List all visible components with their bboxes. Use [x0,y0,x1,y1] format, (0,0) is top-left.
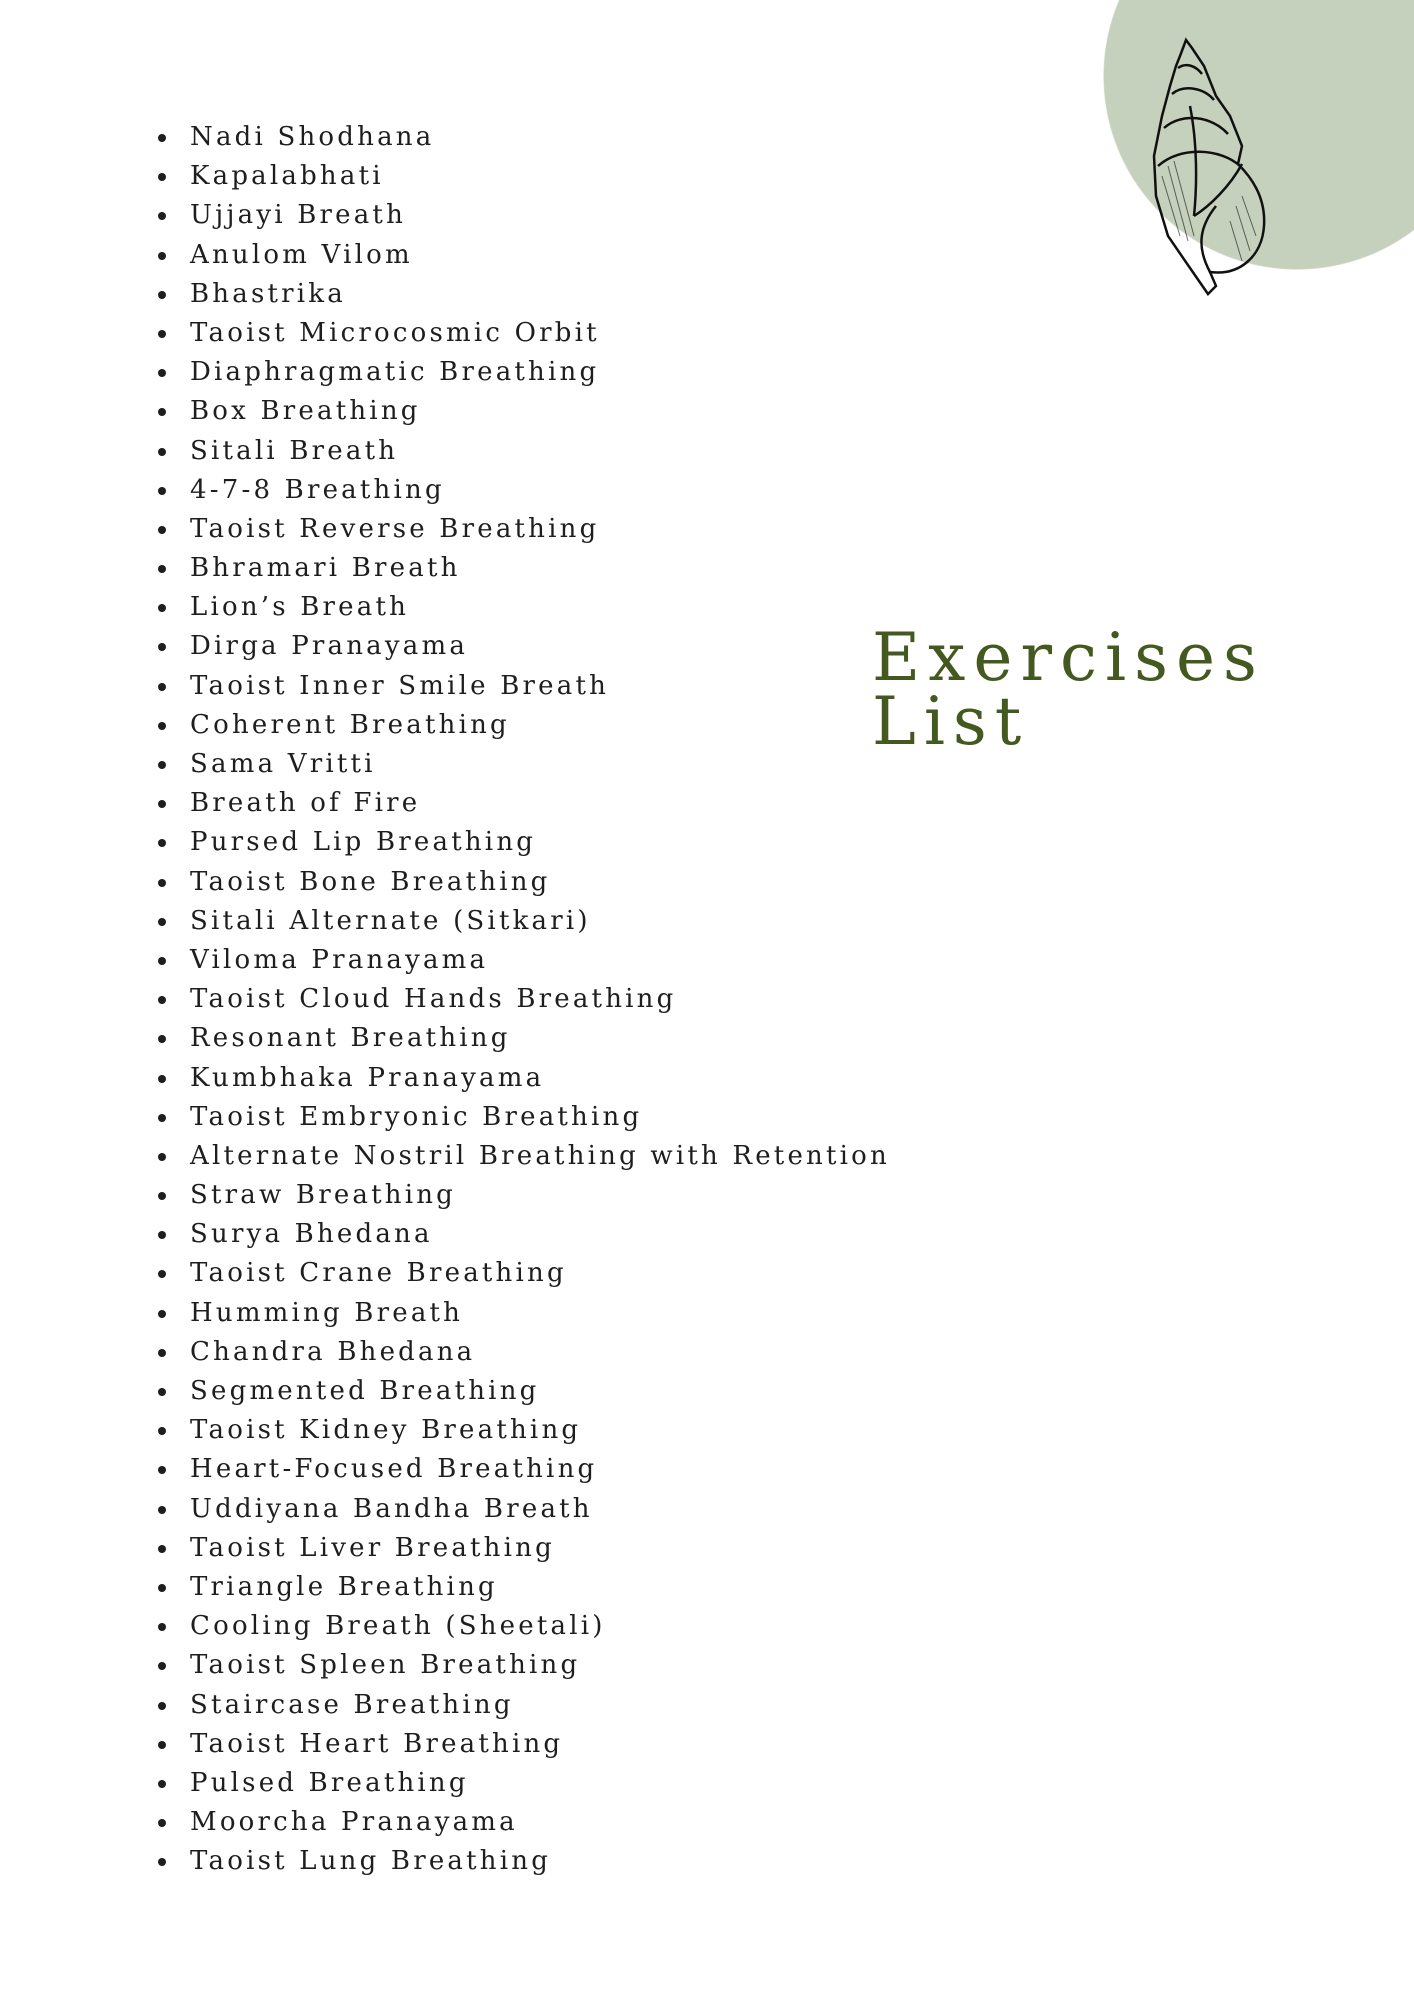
list-item [158,980,890,1019]
exercise-label: Taoist Heart Breathing [190,1728,564,1759]
list-item [158,1137,890,1176]
bullet-icon [158,448,166,456]
exercise-list [158,118,890,1881]
exercise-label: Moorcha Pranayama [190,1807,518,1838]
bullet-icon [158,134,166,142]
bullet-icon [158,1623,166,1631]
list-item [158,1294,890,1333]
bullet-icon [158,683,166,691]
list-item [158,1490,890,1529]
list-item [158,471,890,510]
exercise-label: Resonant Breathing [190,1023,511,1054]
title-line-1: Exercises [872,619,1265,696]
bullet-icon [158,957,166,965]
list-item [158,1646,890,1685]
list-item [158,1098,890,1137]
exercise-label: Dirga Pranayama [190,631,469,662]
bullet-icon [158,1114,166,1122]
list-item [158,1568,890,1607]
bullet-icon [158,1545,166,1553]
list-item [158,1215,890,1254]
bullet-icon [158,1466,166,1474]
exercise-label: Alternate Nostril Breathing with Retention [190,1140,890,1171]
list-item [158,549,890,588]
list-item [158,902,890,941]
exercise-label: Bhastrika [190,278,346,309]
exercise-label: Taoist Cloud Hands Breathing [190,984,677,1015]
exercise-label: Pursed Lip Breathing [190,827,537,858]
exercise-label: Breath of Fire [190,788,421,819]
list-item [158,432,890,471]
exercise-label: Nadi Shodhana [190,122,435,152]
list-item [158,706,890,745]
list-item [158,1372,890,1411]
bullet-icon [158,1427,166,1435]
list-item [158,1842,890,1881]
exercise-label: Box Breathing [190,396,421,427]
exercise-label: Anulom Vilom [190,239,413,270]
list-item [158,275,890,314]
list-item [158,1411,890,1450]
exercise-label: Taoist Reverse Breathing [190,513,600,544]
list-item [158,392,890,431]
bullet-icon [158,565,166,573]
bullet-icon [158,643,166,651]
bullet-icon [158,996,166,1004]
exercise-label: Pulsed Breathing [190,1767,469,1798]
exercise-label: Taoist Liver Breathing [190,1532,555,1563]
list-item [158,1803,890,1842]
bullet-icon [158,1310,166,1318]
exercise-label: Segmented Breathing [190,1376,540,1406]
bullet-icon [158,408,166,416]
bullet-icon [158,604,166,612]
bullet-icon [158,761,166,769]
exercise-label: Heart-Focused Breathing [190,1454,598,1485]
list-item [158,784,890,823]
bullet-icon [158,1388,166,1396]
exercise-label: Kapalabhati [190,161,384,192]
list-item [158,118,890,157]
list-item [158,1450,890,1489]
bullet-icon [158,1662,166,1670]
bullet-icon [158,526,166,534]
list-item [158,1686,890,1725]
bullet-icon [158,1075,166,1083]
list-item [158,1019,890,1058]
exercise-label: Sama Vritti [190,749,376,779]
list-item [158,196,890,235]
exercise-label: Sitali Breath [190,435,399,466]
list-item [158,863,890,902]
list-item [158,627,890,666]
exercise-label: Triangle Breathing [190,1571,498,1602]
exercise-label: Cooling Breath (Sheetali) [190,1611,606,1642]
bullet-icon [158,487,166,495]
exercise-label: Bhramari Breath [190,553,461,584]
bullet-icon [158,722,166,730]
exercise-label: Chandra Bhedana [190,1336,476,1367]
bullet-icon [158,1780,166,1788]
exercise-label: Sitali Alternate (Sitkari) [190,905,591,936]
bullet-icon [158,839,166,847]
bullet-icon [158,1270,166,1278]
list-item [158,941,890,980]
bullet-icon [158,1035,166,1043]
list-item [158,1529,890,1568]
bullet-icon [158,173,166,181]
bullet-icon [158,879,166,887]
bullet-icon [158,1702,166,1710]
exercise-label: Uddiyana Bandha Breath [190,1493,593,1524]
exercise-label: Coherent Breathing [190,709,510,740]
exercise-label: Humming Breath [190,1297,464,1328]
exercise-label: Surya Bhedana [190,1219,433,1250]
bullet-icon [158,1192,166,1200]
bullet-icon [158,252,166,260]
exercise-label: Lion’s Breath [190,592,410,623]
exercise-label: 4-7-8 Breathing [190,474,445,505]
bullet-icon [158,918,166,926]
list-item [158,1333,890,1372]
list-item [158,510,890,549]
exercise-label: Taoist Inner Smile Breath [190,670,610,701]
list-item [158,1607,890,1646]
page-title [872,619,1265,760]
list-item [158,1764,890,1803]
list-item [158,588,890,627]
bullet-icon [158,330,166,338]
bullet-icon [158,1819,166,1827]
exercise-label: Staircase Breathing [190,1689,514,1720]
list-item [158,1059,890,1098]
list-item [158,314,890,353]
bullet-icon [158,1506,166,1514]
bullet-icon [158,1349,166,1357]
exercise-label: Kumbhaka Pranayama [190,1062,545,1093]
exercise-label: Taoist Spleen Breathing [190,1650,581,1681]
list-item [158,1254,890,1293]
list-item [158,823,890,862]
exercise-label: Viloma Pranayama [190,944,489,975]
exercise-label: Taoist Microcosmic Orbit [190,317,600,348]
exercise-label: Taoist Bone Breathing [190,866,551,897]
exercise-label: Taoist Kidney Breathing [190,1415,582,1446]
list-item [158,236,890,275]
exercise-label: Taoist Lung Breathing [190,1846,552,1877]
list-item [158,1176,890,1215]
bullet-icon [158,1584,166,1592]
bullet-icon [158,212,166,220]
bullet-icon [158,800,166,808]
seashell-icon [1150,36,1270,298]
list-item [158,1725,890,1764]
bullet-icon [158,1741,166,1749]
list-item [158,353,890,392]
list-item [158,667,890,706]
list-item [158,157,890,196]
exercise-label: Ujjayi Breath [190,200,407,231]
exercise-label: Diaphragmatic Breathing [190,357,600,388]
bullet-icon [158,1231,166,1239]
bullet-icon [158,369,166,377]
list-item [158,745,890,784]
bullet-icon [158,1153,166,1161]
exercise-label: Taoist Crane Breathing [190,1258,567,1289]
title-line-2: List [872,683,1030,760]
exercise-label: Straw Breathing [190,1180,457,1211]
exercise-label: Taoist Embryonic Breathing [190,1101,643,1132]
bullet-icon [158,291,166,299]
bullet-icon [158,1858,166,1866]
